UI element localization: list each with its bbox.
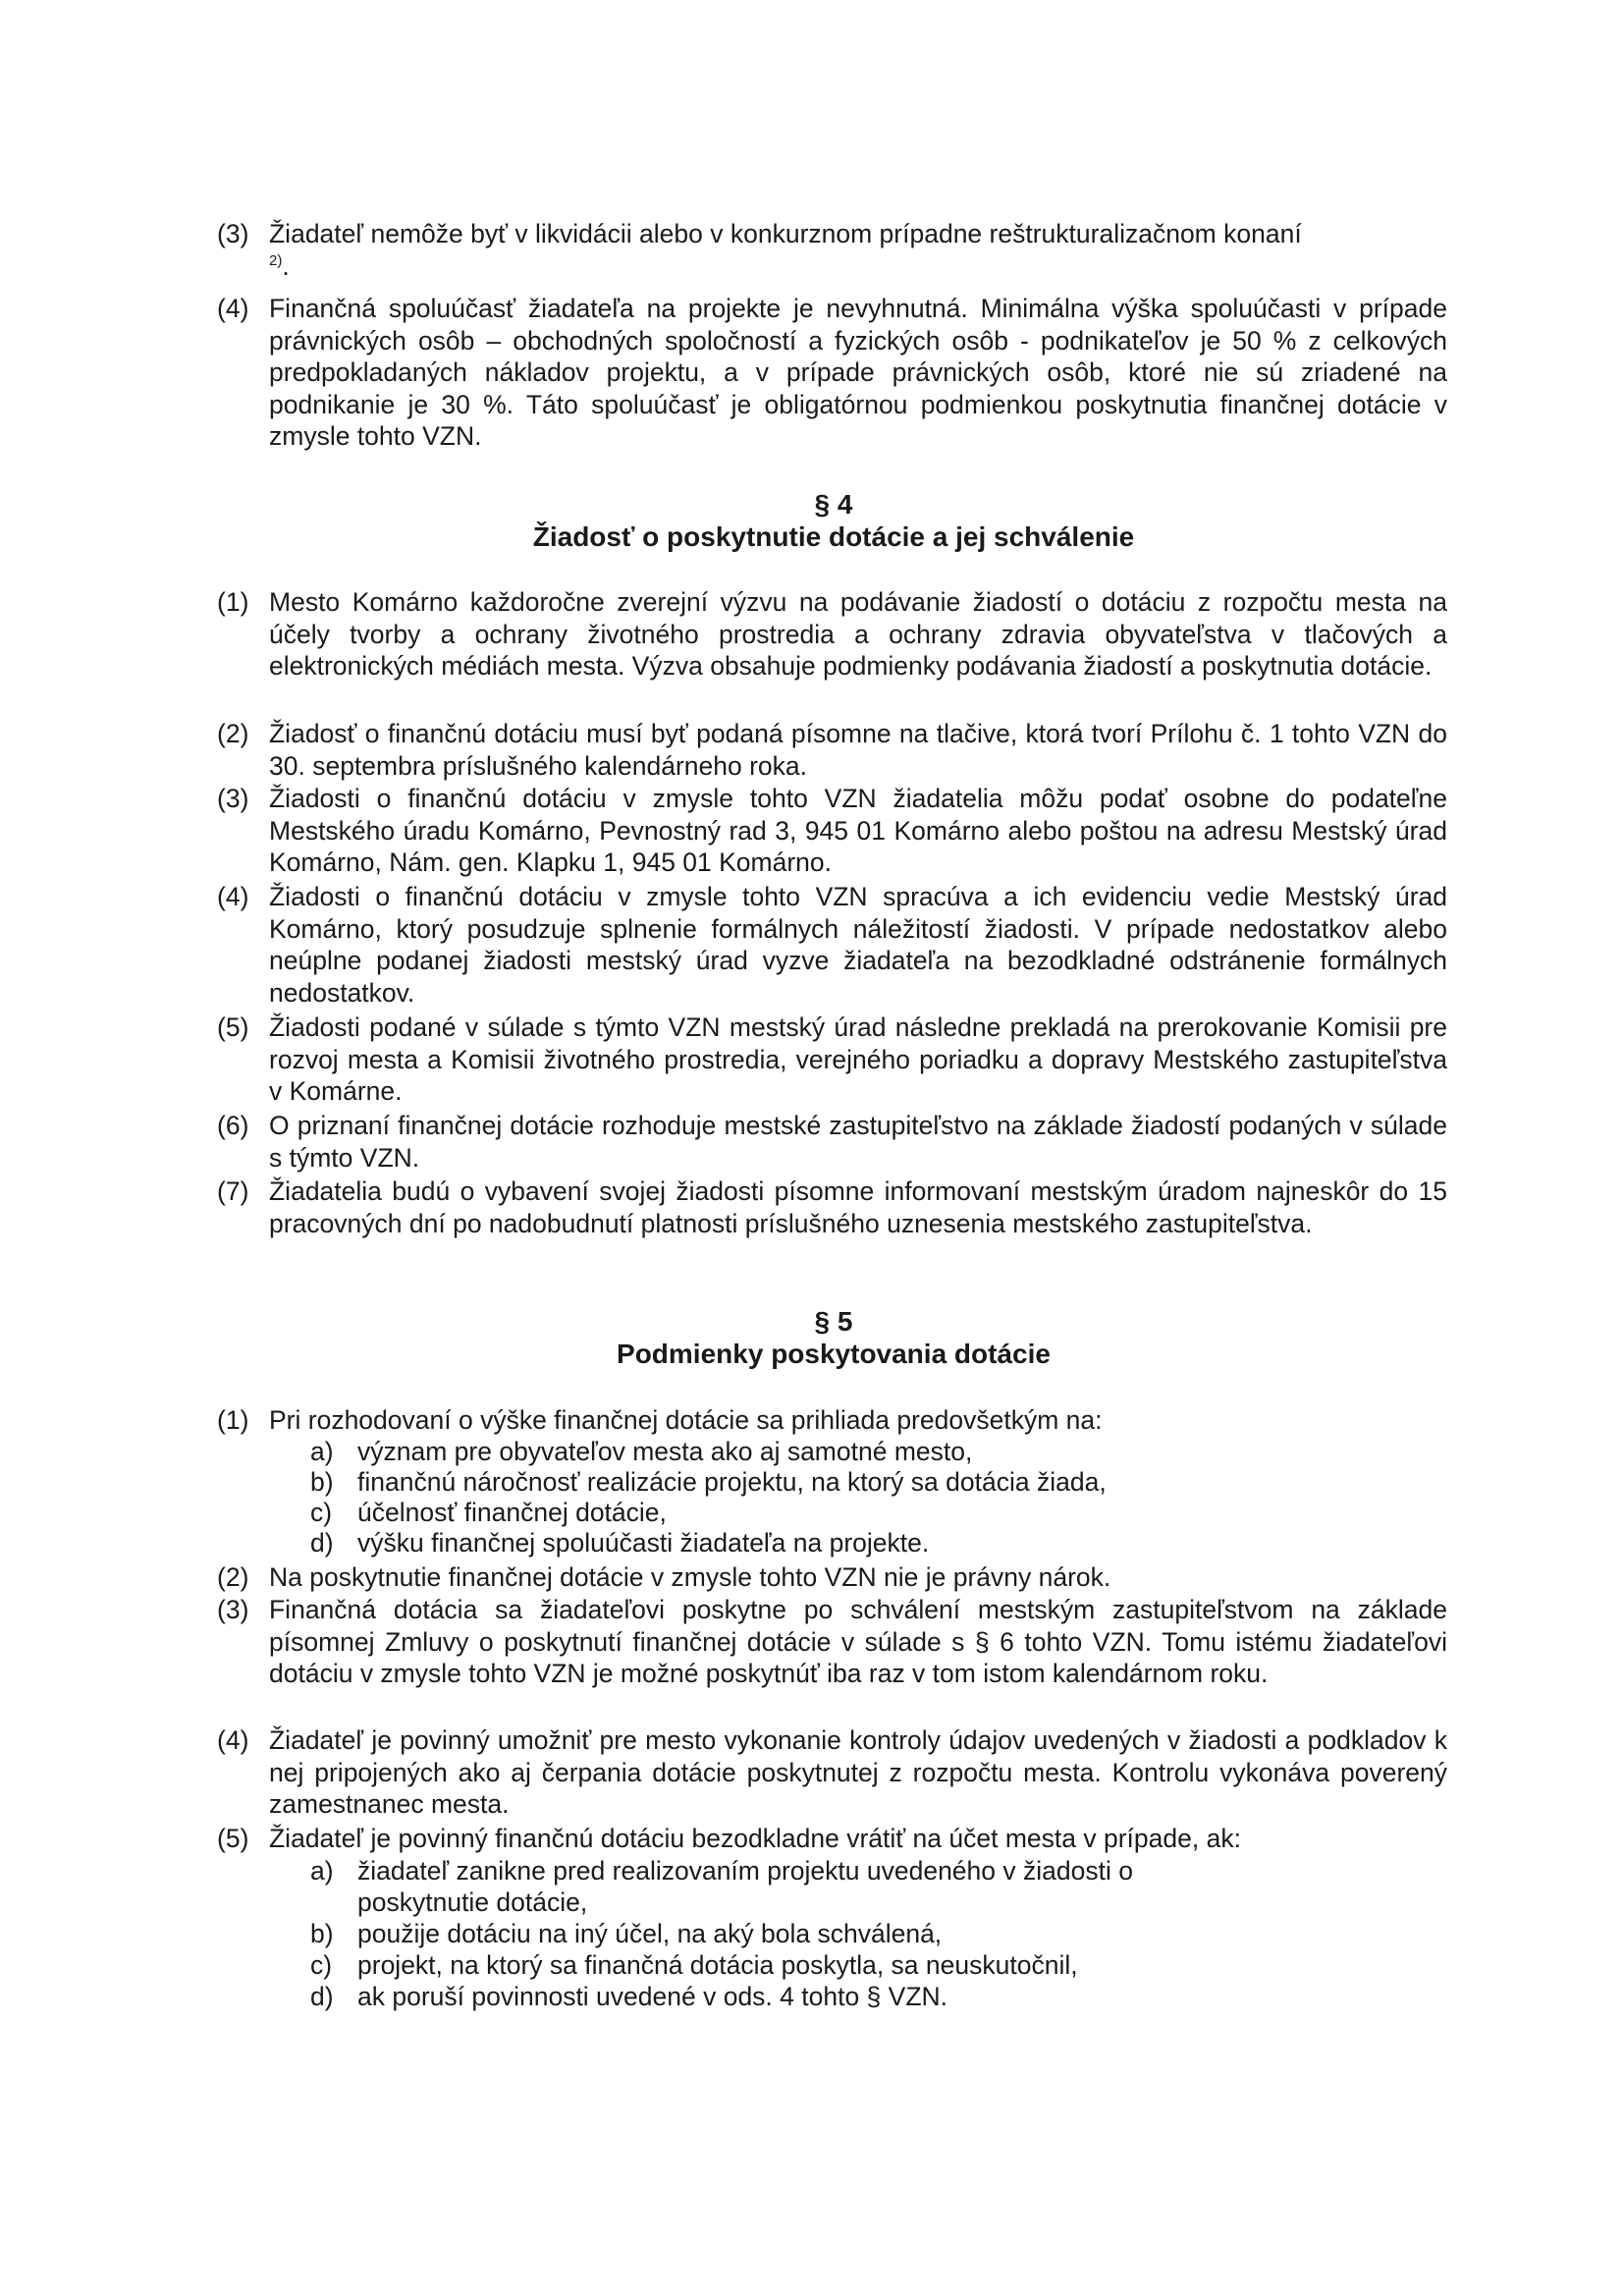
list-text: význam pre obyvateľov mesta ako aj samotné mesto, <box>357 1437 973 1466</box>
paragraph-4-2 <box>217 718 1447 782</box>
paragraph-number: (2) <box>217 719 249 748</box>
paragraph-text: Finančná spoluúčasť žiadateľa na projekte je nevyhnutná. Minimálna výška spoluúčasti v prípade právnických osôb – obchodných spoločností a fyzických osôb - podnikateľov je 50 % z celkových predpokladaných nákladov projektu, a v prípade právnických osôb, ktoré nie sú zriadené na podnikanie je 30 %. Táto spoluúčasť je obligatórnou podmienkou poskytnutia finančnej dotácie v zmysle tohto VZN. <box>269 294 1447 451</box>
footnote-period: . <box>282 250 290 281</box>
list-text: výšku finančnej spoluúčasti žiadateľa na projekte. <box>357 1528 930 1558</box>
paragraph-text: Žiadateľ je povinný umožniť pre mesto vykonanie kontroly údajov uvedených v žiadosti a podkladov k nej pripojených ako aj čerpania dotácie poskytnutej z rozpočtu mesta. Kontrolu vykonáva poverený zamestnanec mesta. <box>269 1725 1447 1819</box>
paragraph-5-3 <box>217 1594 1447 1690</box>
list-item <box>220 1467 1447 1498</box>
paragraph-text: Žiadosť o finančnú dotáciu musí byť podaná písomne na tlačive, ktorá tvorí Prílohu č. 1 tohto VZN do 30. septembra príslušného kalendárneho roka. <box>269 719 1447 781</box>
paragraph-text: Žiadosti o finančnú dotáciu v zmysle tohto VZN spracúva a ich evidenciu vedie Mestský úrad Komárno, ktorý posudzuje splnenie formálnych náležitostí žiadosti. V prípade nedostatkov alebo neúplne podanej žiadosti mestský úrad vyzve žiadateľa na bezodkladné odstránenie formálnych nedostatkov. <box>269 882 1447 1008</box>
list-item <box>220 1981 1447 2012</box>
list-item <box>220 1949 1447 1981</box>
paragraph-text: Žiadateľ nemôže byť v likvidácii alebo v konkurznom prípadne reštrukturalizačnom konaní <box>269 219 1302 248</box>
list-item <box>220 1437 1447 1467</box>
paragraph-text: Finančná dotácia sa žiadateľovi poskytne po schválení mestským zastupiteľstvom na základe písomnej Zmluvy o poskytnutí finančnej dotácie v súlade s § 6 tohto VZN. Tomu istému žiadateľovi dotáciu v zmysle tohto VZN je možné poskytnúť iba raz v tom istom kalendárnom roku. <box>269 1595 1447 1688</box>
list-item <box>220 1918 1447 1949</box>
list-5-1 <box>220 1437 1447 1558</box>
list-letter: d) <box>310 1982 334 2011</box>
paragraph-5-4 <box>217 1724 1447 1821</box>
paragraph-5-2 <box>217 1561 1447 1594</box>
paragraph-number: (2) <box>217 1562 249 1592</box>
paragraph-4-1 <box>217 586 1447 683</box>
paragraph-number: (6) <box>217 1111 249 1140</box>
paragraph-text: Mesto Komárno každoročne zverejní výzvu na podávanie žiadostí o dotáciu z rozpočtu mesta na účely tvorby a ochrany životného prostredia a ochrany zdravia obyvateľstva v tlačových a elektronických médiách mesta. Výzva obsahuje podmienky podávania žiadostí a poskytnutia dotácie. <box>269 587 1447 681</box>
list-letter: d) <box>310 1528 334 1558</box>
list-text: žiadateľ zanikne pred realizovaním projektu uvedeného v žiadosti o poskytnutie dotácie, <box>357 1856 1133 1917</box>
footnote-ref: 2) <box>269 251 283 269</box>
paragraph-number: (1) <box>217 587 249 617</box>
paragraph-3-3 <box>217 218 1447 282</box>
list-item <box>220 1528 1447 1558</box>
paragraph-4-5 <box>217 1011 1447 1108</box>
list-letter: b) <box>310 1467 334 1497</box>
list-letter: a) <box>310 1437 334 1466</box>
list-item <box>220 1855 1447 1918</box>
paragraph-text: Žiadateľ je povinný finančnú dotáciu bezodkladne vrátiť na účet mesta v prípade, ak: <box>269 1824 1241 1853</box>
paragraph-text: Žiadosti o finančnú dotáciu v zmysle tohto VZN žiadatelia môžu podať osobne do podateľne Mestského úradu Komárno, Pevnostný rad 3, 945 01 Komárno alebo poštou na adresu Mestský úrad Komárno, Nám. gen. Klapku 1, 945 01 Komárno. <box>269 784 1447 877</box>
list-letter: c) <box>310 1950 333 1980</box>
paragraph-number: (3) <box>217 219 249 248</box>
list-letter: b) <box>310 1919 334 1948</box>
list-text: projekt, na ktorý sa finančná dotácia poskytla, sa neuskutočnil, <box>357 1950 1078 1980</box>
paragraph-3-4 <box>217 293 1447 453</box>
list-letter: c) <box>310 1498 333 1527</box>
paragraph-number: (5) <box>217 1824 249 1853</box>
paragraph-4-7 <box>217 1175 1447 1239</box>
paragraph-text: Pri rozhodovaní o výške finančnej dotácie sa prihliada predovšetkým na: <box>269 1405 1103 1435</box>
paragraph-number: (3) <box>217 784 249 813</box>
paragraph-number: (3) <box>217 1595 249 1624</box>
list-text: ak poruší povinnosti uvedené v ods. 4 tohto § VZN. <box>357 1982 948 2011</box>
list-text: finančnú náročnosť realizácie projektu, na ktorý sa dotácia žiada, <box>357 1467 1107 1497</box>
paragraph-number: (4) <box>217 882 249 911</box>
paragraph-number: (1) <box>217 1405 249 1435</box>
list-5-5 <box>220 1855 1447 2012</box>
list-item <box>220 1498 1447 1528</box>
list-letter: a) <box>310 1856 334 1886</box>
paragraph-number: (4) <box>217 294 249 323</box>
paragraph-4-3 <box>217 783 1447 879</box>
paragraph-text: Na poskytnutie finančnej dotácie v zmysle tohto VZN nie je právny nárok. <box>269 1562 1111 1592</box>
paragraph-text: O priznaní finančnej dotácie rozhoduje mestské zastupiteľstvo na základe žiadostí podaných v súlade s týmto VZN. <box>269 1111 1447 1173</box>
paragraph-4-4 <box>217 881 1447 1009</box>
list-text: použije dotáciu na iný účel, na aký bola schválená, <box>357 1919 943 1948</box>
paragraph-5-1 <box>217 1404 1447 1437</box>
paragraph-number: (7) <box>217 1176 249 1206</box>
section-5-title: Podmienky poskytovania dotácie <box>617 1339 1051 1369</box>
paragraph-text: Žiadosti podané v súlade s týmto VZN mestský úrad následne prekladá na prerokovanie Komisii pre rozvoj mesta a Komisii životného prostredia, verejného poriadku a dopravy Mestského zastupiteľstva v Komárne. <box>269 1012 1447 1106</box>
paragraph-5-5 <box>217 1823 1447 1855</box>
list-text: účelnosť finančnej dotácie, <box>357 1498 667 1527</box>
paragraph-number: (5) <box>217 1012 249 1042</box>
paragraph-4-6 <box>217 1110 1447 1174</box>
section-4-title: Žiadosť o poskytnutie dotácie a jej schválenie <box>532 521 1135 552</box>
paragraph-number: (4) <box>217 1725 249 1755</box>
paragraph-text: Žiadatelia budú o vybavení svojej žiadosti písomne informovaní mestským úradom najneskôr do 15 pracovných dní po nadobudnutí platnosti príslušného uznesenia mestského zastupiteľstva. <box>269 1176 1447 1238</box>
section-5-number: § 5 <box>814 1306 853 1337</box>
section-4-number: § 4 <box>814 489 853 519</box>
